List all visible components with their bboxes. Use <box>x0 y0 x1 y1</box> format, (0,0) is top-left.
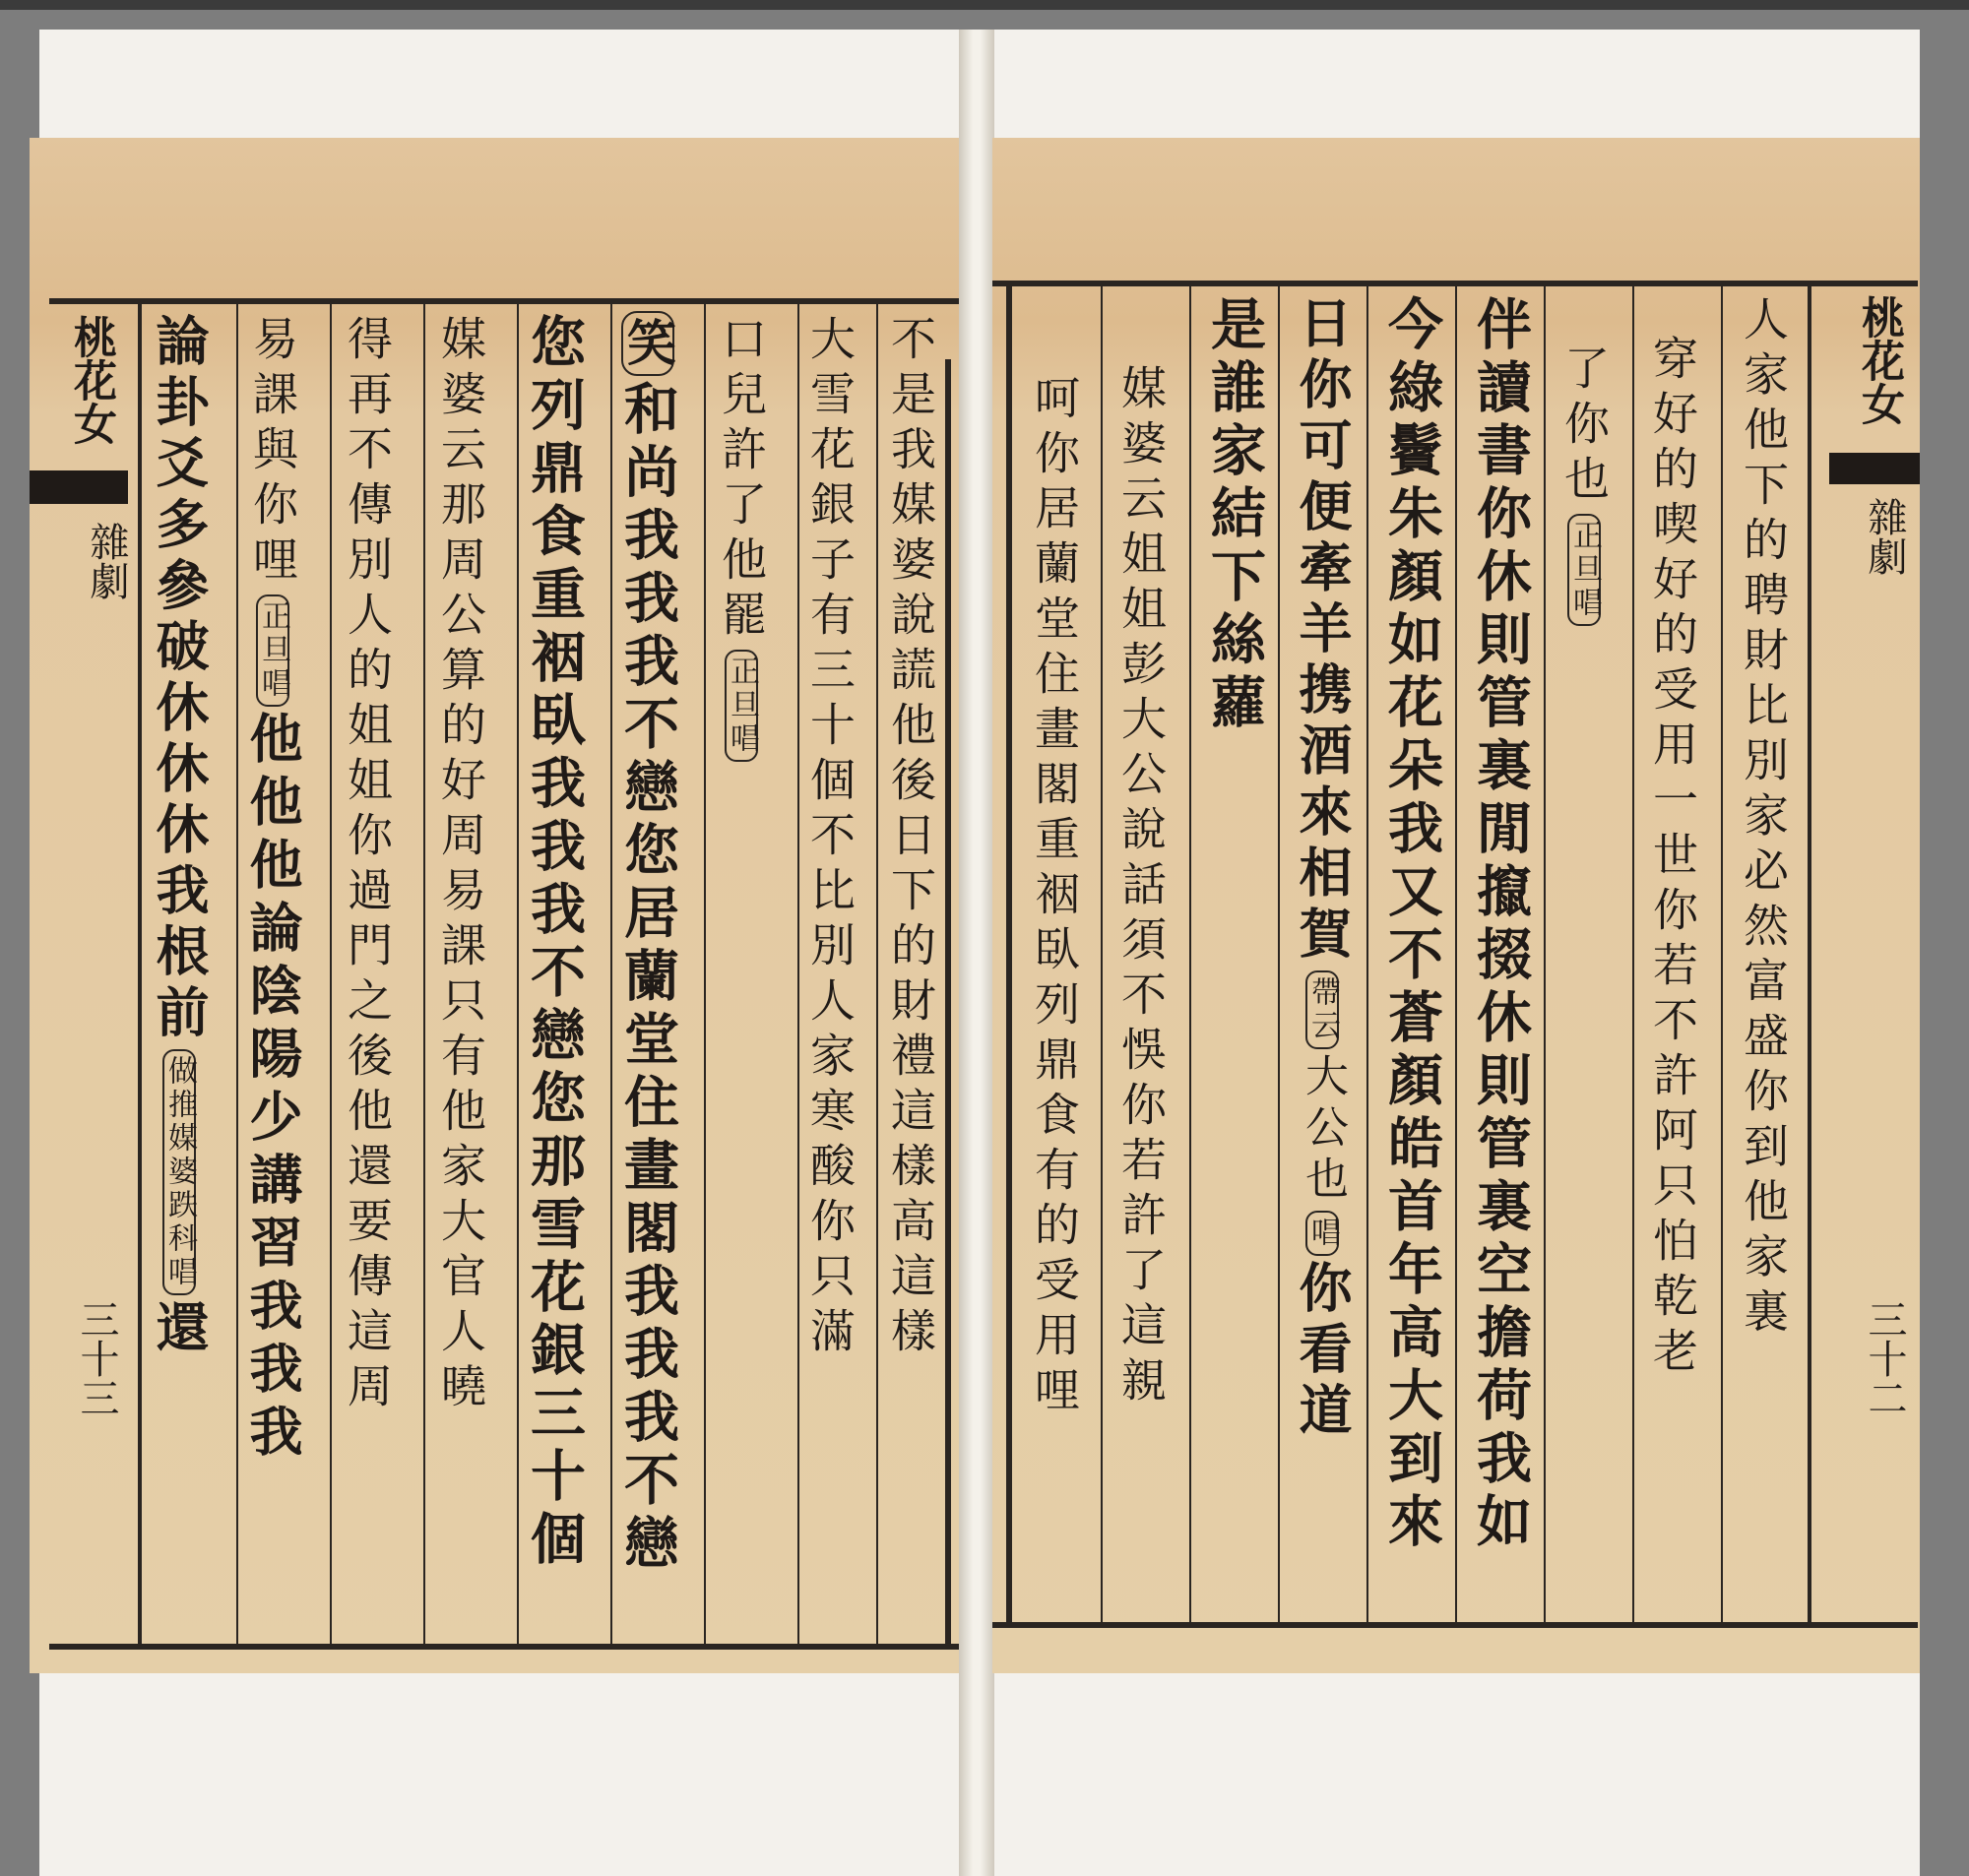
column-rule <box>704 303 706 1647</box>
right-column-6 <box>1291 295 1354 1443</box>
right-column-6-text-after2: 你看道 <box>1291 1260 1354 1443</box>
stage-direction-tag: 做推媒婆跌科唱 <box>162 1049 196 1295</box>
left-column-9 <box>148 313 211 1360</box>
right-column-9: 呵你居蘭堂住畫閣重裀臥列鼎食有的受用哩 <box>1028 374 1081 1421</box>
left-column-9-text: 論卦爻多參破休休休我根前 <box>148 313 211 1045</box>
column-rule <box>236 303 238 1647</box>
right-column-6-text: 日你可便牽羊携酒來相賀 <box>1291 295 1354 967</box>
right-column-7: 是誰家結下絲蘿 <box>1202 295 1267 736</box>
right-margin-folio: 三十二 <box>1862 1299 1907 1417</box>
left-column-8 <box>241 315 304 1467</box>
left-column-2: 大雪花銀子有三十個不比別人家寒酸你只滿 <box>803 315 857 1362</box>
left-column-6: 媒婆云那周公算的好周易課只有他家大官人曉 <box>434 315 487 1417</box>
right-margin-title: 桃花女 <box>1854 295 1904 425</box>
right-page-left-rule <box>1006 281 1012 1627</box>
column-rule <box>517 303 519 1647</box>
right-column-1: 人家他下的聘財比別家必然富盛你到他家裏 <box>1737 295 1790 1343</box>
column-rule <box>1189 285 1191 1624</box>
right-column-5: 今綠鬢朱顏如花朵我又不蒼顏皓首年高大到來 <box>1379 295 1444 1555</box>
column-rule <box>610 303 612 1647</box>
tune-title-tag: 笑 <box>621 311 674 376</box>
right-column-6-text-after: 大公也 <box>1298 1053 1348 1207</box>
left-column-8-text: 易課與你哩 <box>246 315 299 591</box>
stage-direction-tag: 正旦唱 <box>1567 514 1601 626</box>
book-gutter <box>959 30 994 1876</box>
column-rule <box>1278 285 1280 1624</box>
right-column-4: 伴讀書你休則管裏閒攛掇休則管裏空擔荷我如 <box>1468 295 1533 1555</box>
top-edge <box>0 0 1969 10</box>
column-rule <box>1632 285 1634 1624</box>
stage-direction-tag: 正旦唱 <box>725 650 758 762</box>
left-column-7: 得再不傳別人的姐姐你過門之後他還要傳這周 <box>341 315 394 1417</box>
right-margin-section: 雜劇 <box>1862 497 1907 576</box>
left-column-3-text: 口兒許了他罷 <box>715 315 768 646</box>
left-column-3 <box>715 315 768 766</box>
left-column-5: 您列鼎食重裀臥我我我不戀您那雪花銀三十個 <box>522 313 587 1573</box>
column-rule <box>1455 285 1457 1624</box>
left-margin-title: 桃花女 <box>66 315 116 445</box>
column-rule <box>797 303 799 1647</box>
right-page-inner-rule <box>1808 281 1811 1627</box>
column-rule <box>1366 285 1368 1624</box>
right-fish-tail <box>1829 453 1920 484</box>
right-column-2: 穿好的喫好的受用一世你若不許阿只怕乾老 <box>1646 335 1699 1382</box>
left-page-inner-rule <box>138 298 142 1647</box>
left-column-4-text: 和尚我我我不戀您居蘭堂住畫閣我我我不戀 <box>615 380 680 1577</box>
left-column-1: 不是我媒婆說謊他後日下的財禮這樣高這樣 <box>884 315 937 1362</box>
stage-direction-tag: 帶云 <box>1305 970 1339 1049</box>
left-column-9-text-after: 還 <box>148 1299 211 1360</box>
right-column-3 <box>1557 344 1611 630</box>
right-column-8: 媒婆云姐姐彭大公說話須不悞你若許了這親 <box>1114 364 1168 1411</box>
column-rule <box>1544 285 1546 1624</box>
left-fish-tail <box>30 470 128 504</box>
right-page <box>992 138 1920 1673</box>
stage-direction-tag: 唱 <box>1305 1211 1339 1256</box>
left-margin-folio: 三十三 <box>74 1299 119 1417</box>
left-page <box>30 138 963 1673</box>
column-rule <box>1101 285 1103 1624</box>
column-rule <box>876 303 878 1647</box>
column-rule <box>423 303 425 1647</box>
column-rule <box>1721 285 1723 1624</box>
left-column-8-text-after: 他他他論陰陽少講習我我我 <box>241 711 304 1467</box>
column-rule <box>330 303 332 1647</box>
left-column-4 <box>615 307 680 1577</box>
stage-direction-tag: 正旦唱 <box>256 594 289 707</box>
left-margin-section: 雜劇 <box>84 522 129 600</box>
right-column-3-text: 了你也 <box>1557 344 1611 510</box>
left-page-right-rule <box>945 359 951 1649</box>
